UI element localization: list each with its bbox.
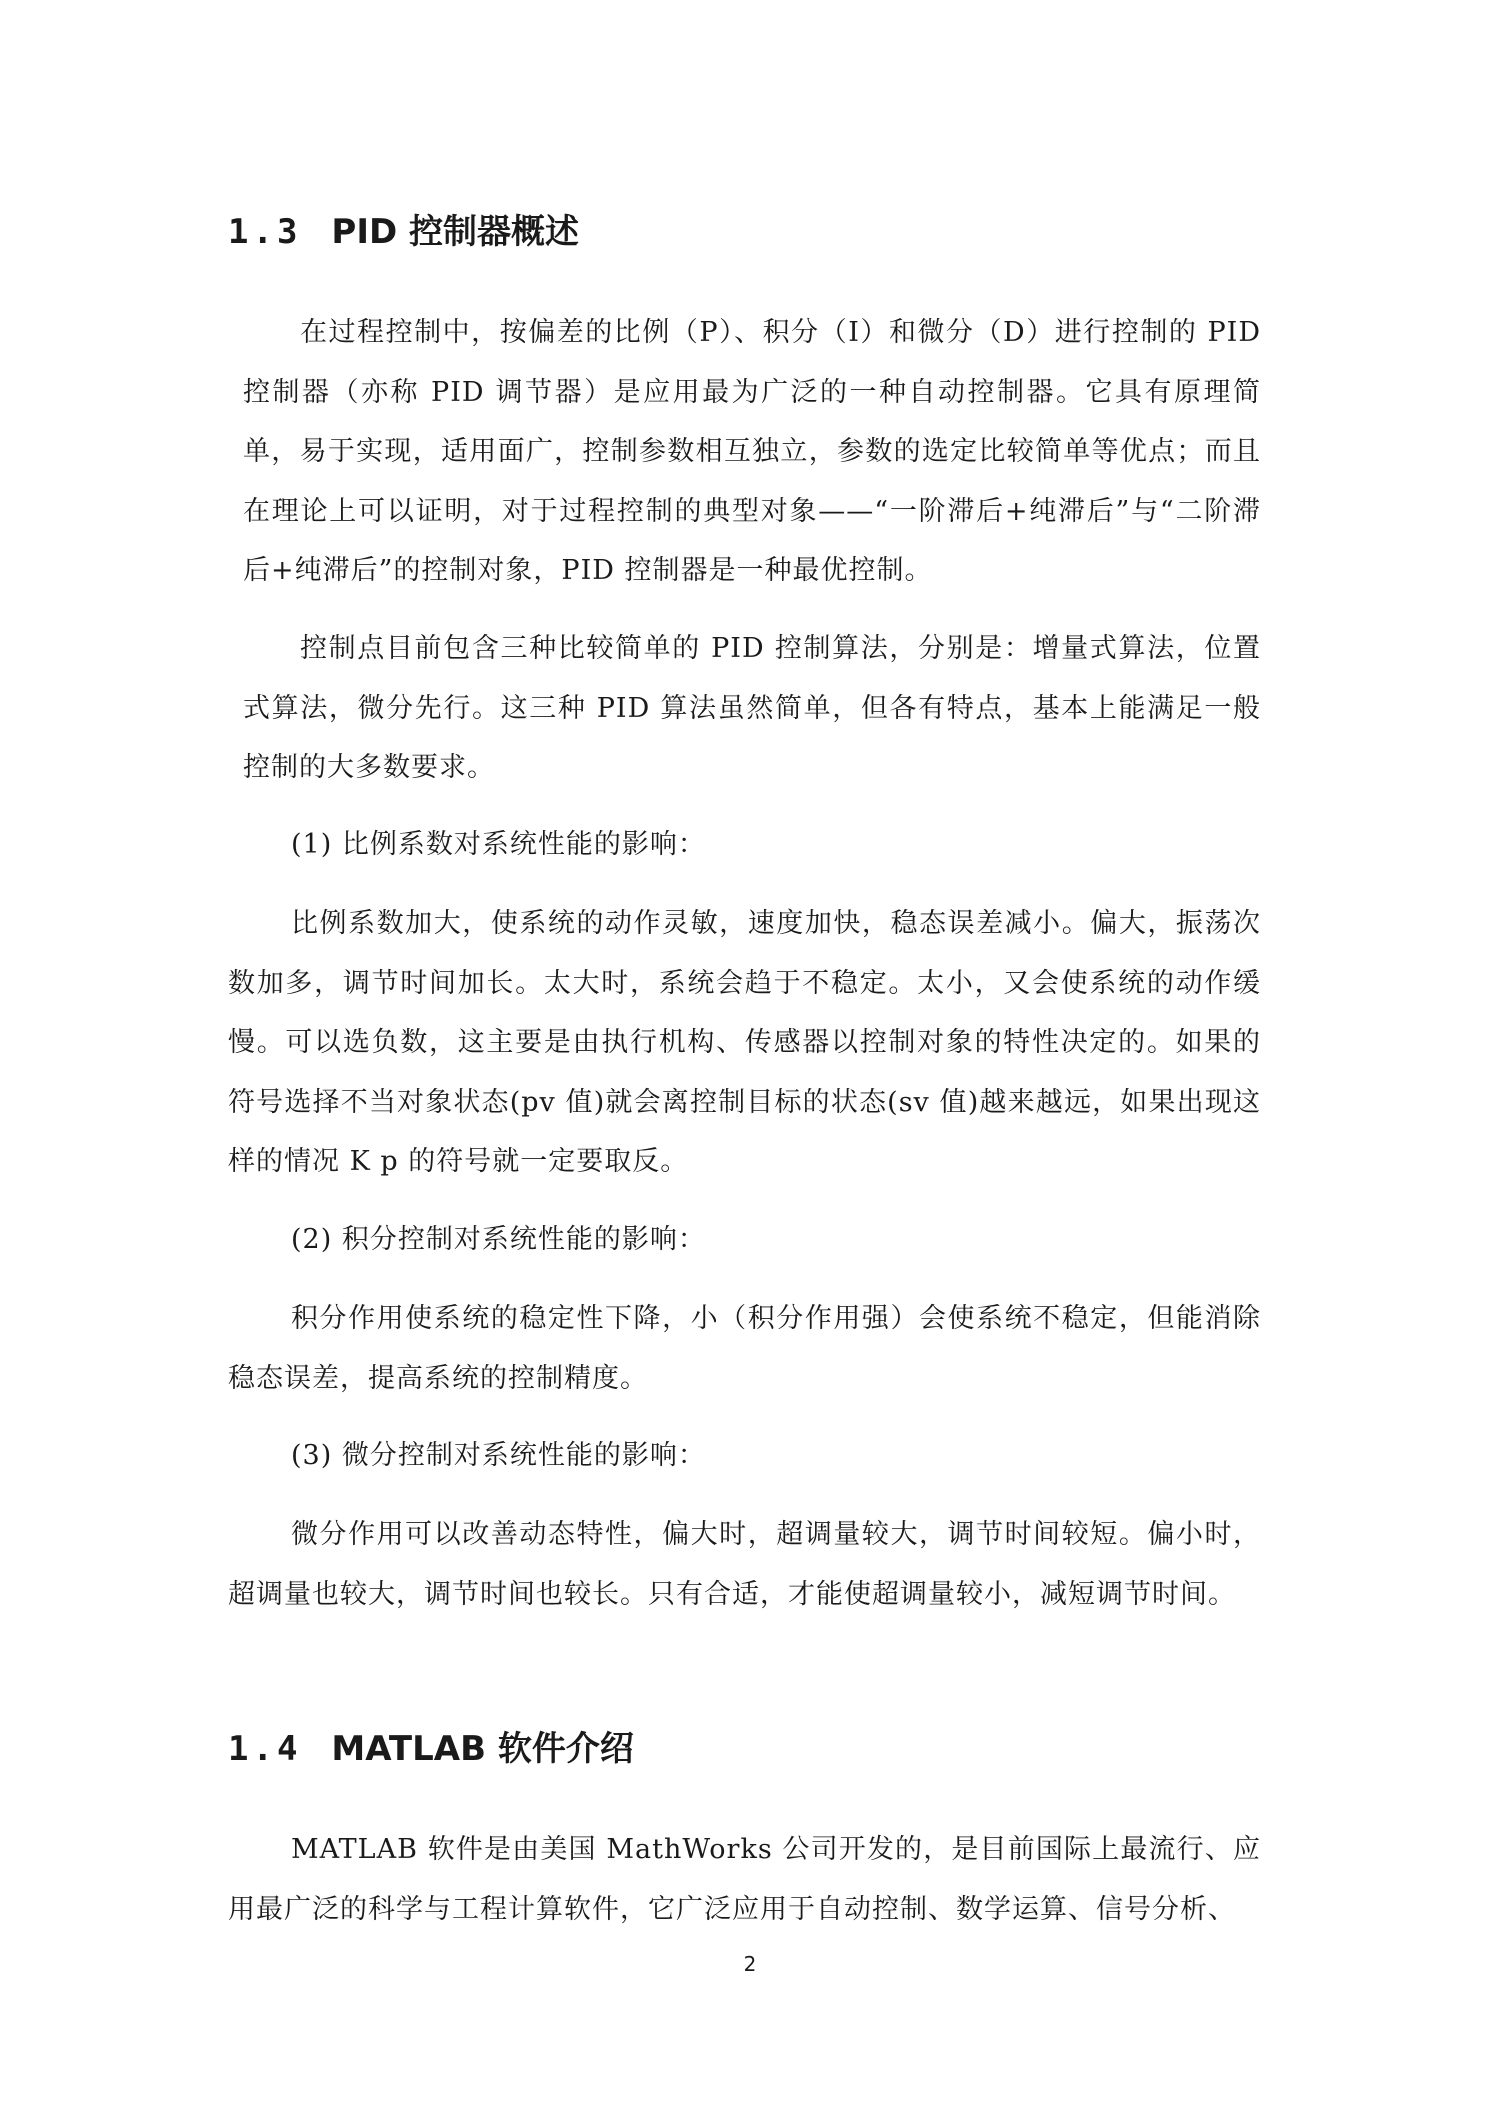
paragraph-integral-effect: 积分作用使系统的稳定性下降，小（积分作用强）会使系统不稳定，但能消除稳态误差，提高系统的控制精度。 (228, 1303, 1261, 1394)
list-item-title-derivative: (3) 微分控制对系统性能的影响： (291, 1440, 706, 1471)
section-heading-1-4 (228, 1729, 634, 1769)
paragraph-proportional-effect: 比例系数加大，使系统的动作灵敏，速度加快，稳态误差减小。偏大，振荡次数加多，调节时间加长。太大时，系统会趋于不稳定。太小，又会使系统的动作缓慢。可以选负数，这主要是由执行机构、传感器以控制对象的特性决定的。如果的符号选择不当对象状态(pv 值)就会离控制目标的状态(sv 值)越来越远，如果出现这样的情况 K p 的符号就一定要取反。 (228, 908, 1261, 1177)
paragraph-pid-algorithms: 控制点目前包含三种比较简单的 PID 控制算法，分别是：增量式算法，位置式算法，微分先行。这三种 PID 算法虽然简单，但各有特点，基本上能满足一般控制的大多数要求。 (243, 633, 1261, 783)
paragraph-derivative-effect: 微分作用可以改善动态特性，偏大时，超调量较大，调节时间较短。偏小时，超调量也较大，调节时间也较长。只有合适，才能使超调量较小，减短调节时间。 (228, 1519, 1261, 1610)
list-item-title-integral: (2) 积分控制对系统性能的影响： (291, 1224, 706, 1255)
paragraph-pid-intro: 在过程控制中，按偏差的比例（P）、积分（I）和微分（D）进行控制的 PID 控制器（亦称 PID 调节器）是应用最为广泛的一种自动控制器。它具有原理简单，易于实现，适用面广，控制参数相互独立，参数的选定比较简单等优点；而且在理论上可以证明，对于过程控制的典型对象——“一阶滞后+纯滞后”与“二阶滞后+纯滞后”的控制对象，PID 控制器是一种最优控制。 (243, 317, 1261, 586)
section-title: MATLAB 软件介绍 (331, 1729, 634, 1769)
section-heading-1-3 (228, 212, 579, 252)
list-item-title-proportional: (1) 比例系数对系统性能的影响： (291, 829, 706, 860)
page-number: 2 (743, 1952, 757, 1976)
section-number: 1.4 (228, 1729, 302, 1769)
section-title: PID 控制器概述 (331, 212, 580, 252)
section-number: 1.3 (228, 212, 302, 252)
paragraph-matlab-intro: MATLAB 软件是由美国 MathWorks 公司开发的，是目前国际上最流行、应用最广泛的科学与工程计算软件，它广泛应用于自动控制、数学运算、信号分析、 (228, 1834, 1261, 1925)
